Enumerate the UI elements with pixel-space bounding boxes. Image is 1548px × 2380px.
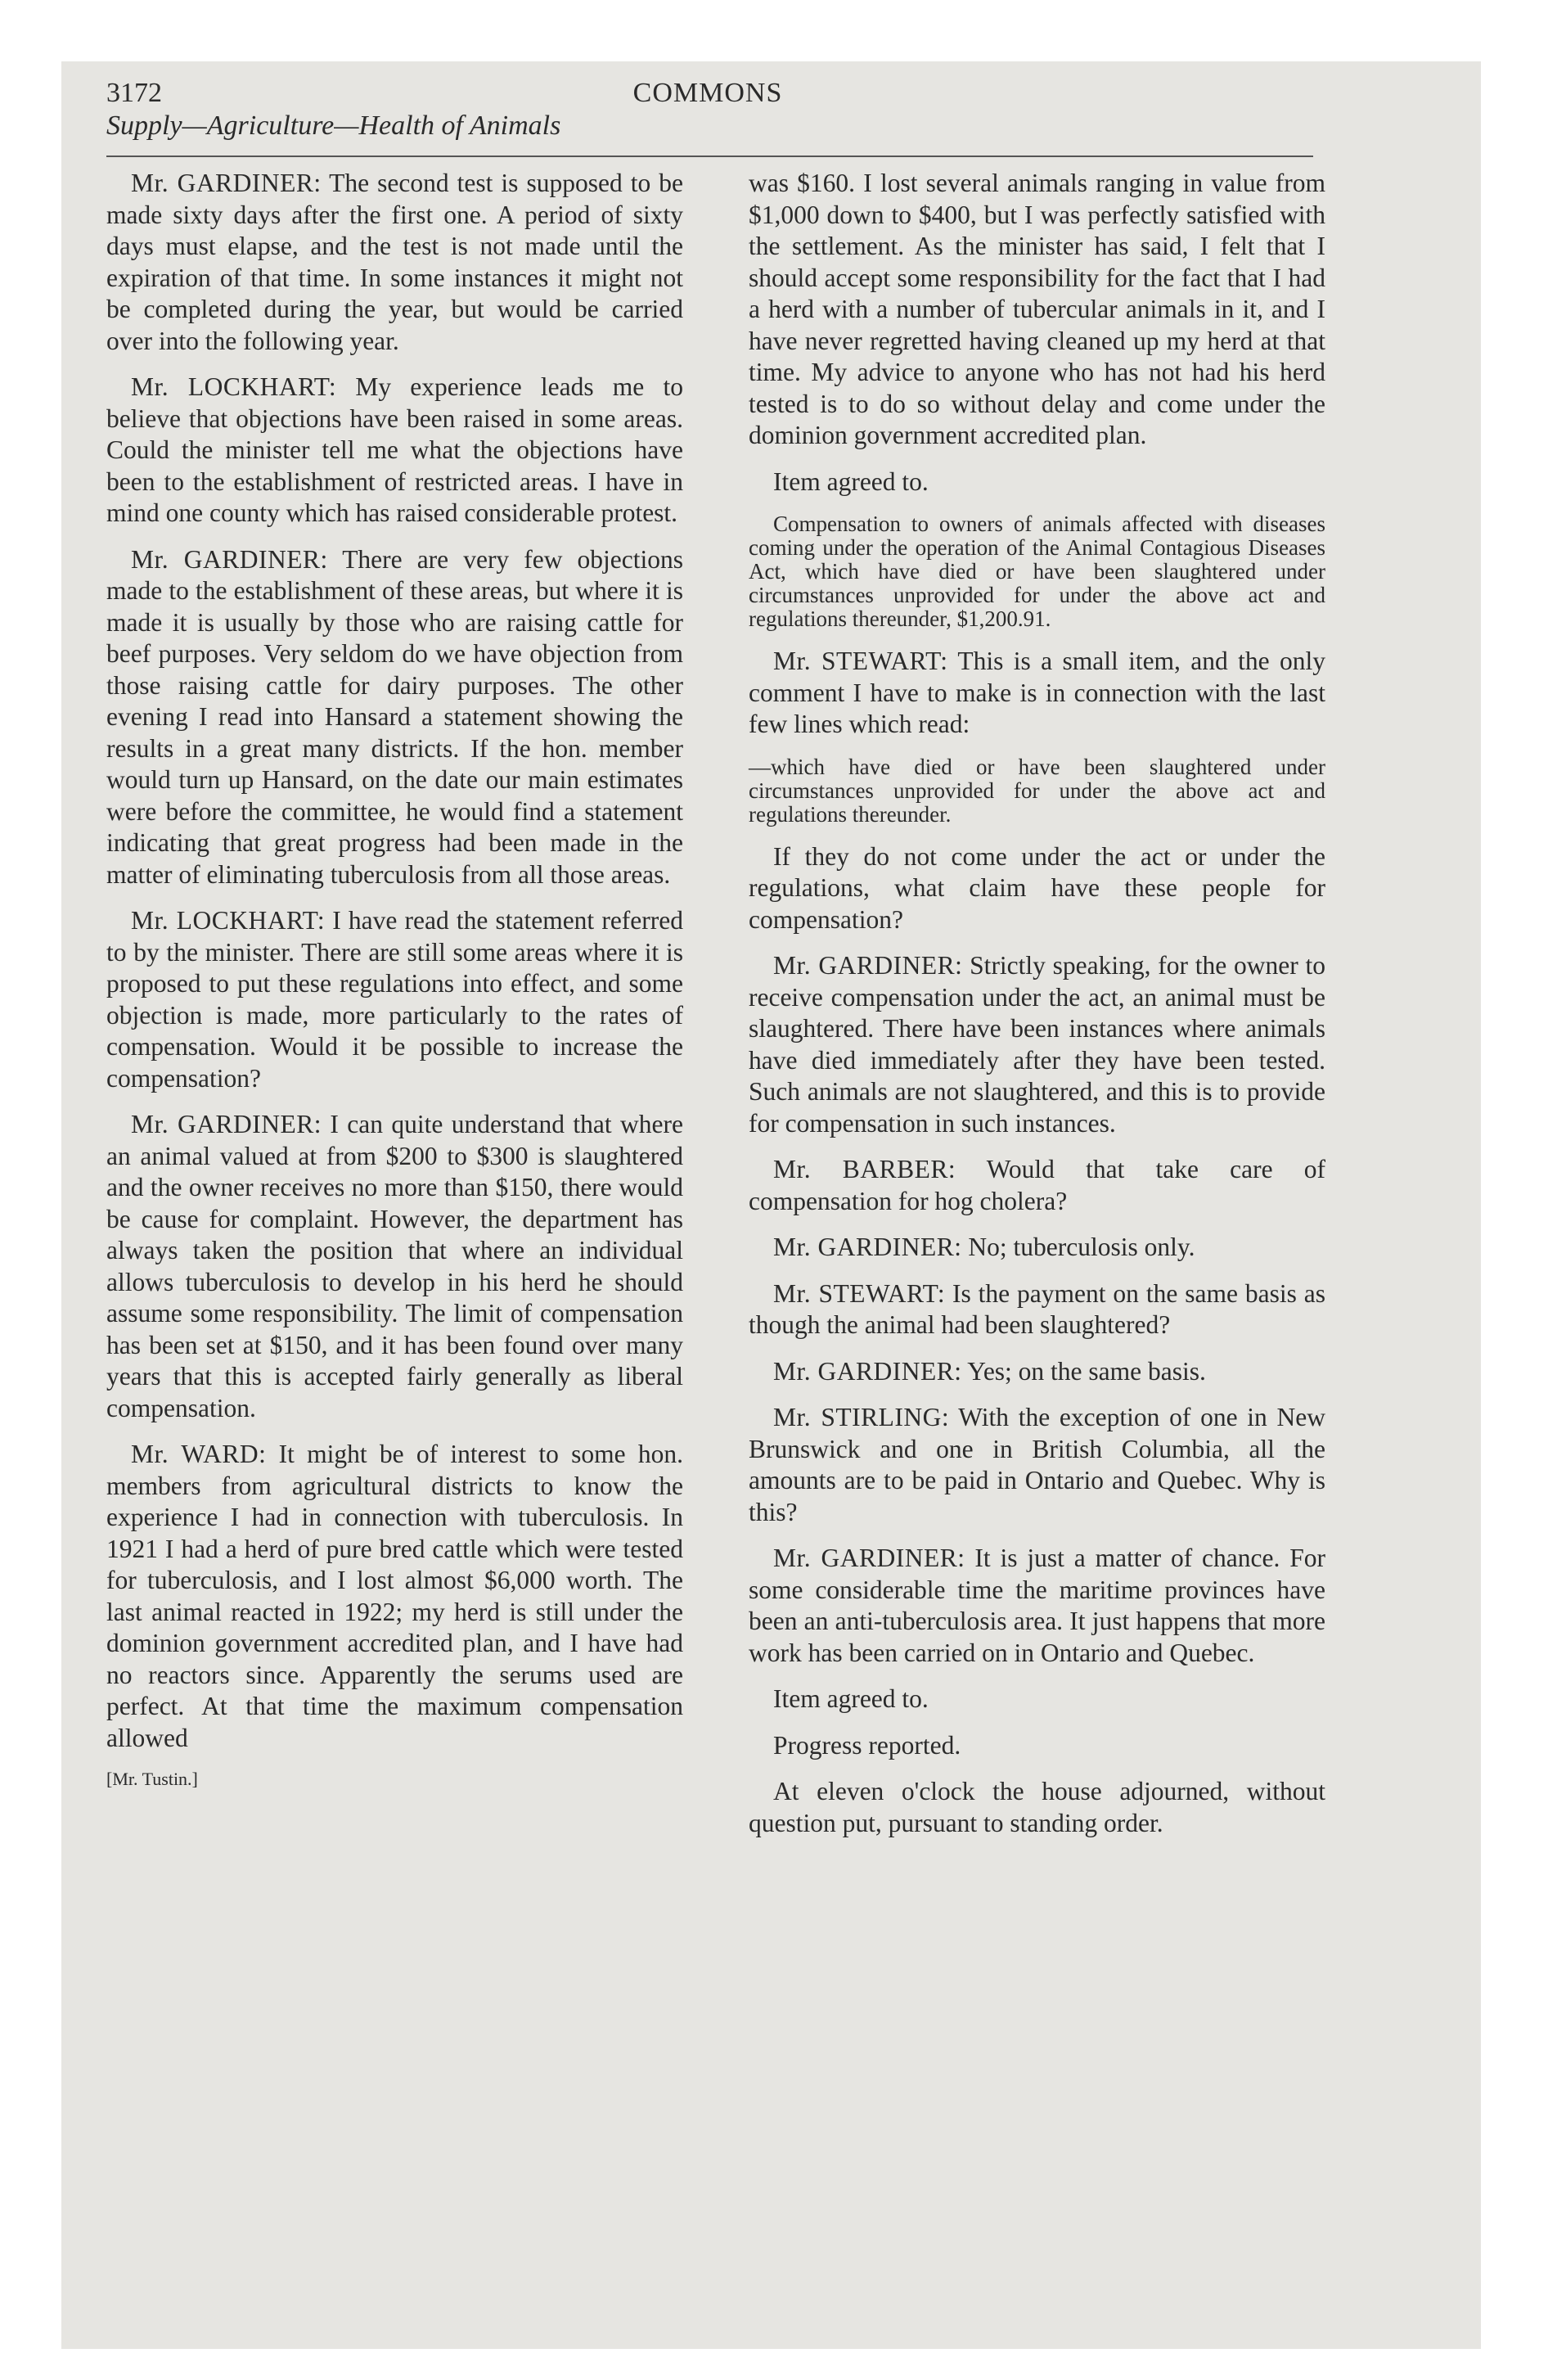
paragraph <box>749 841 1325 936</box>
paragraph-text: —which have died or have been slaughtered under circumstances unprovided for under the above act and regulations thereunder. <box>749 754 1325 827</box>
speaker-name: Mr. GARDINER: <box>773 1356 962 1386</box>
left-column <box>106 168 683 1790</box>
paragraph-text: If they do not come under the act or under the regulations, what claim have these people for compensation? <box>749 841 1325 934</box>
speech-paragraph <box>749 646 1325 741</box>
speaker-name: Mr. LOCKHART: <box>131 372 337 401</box>
journal-title: COMMONS <box>632 78 783 108</box>
paragraph <box>749 1776 1325 1839</box>
speaker-name: Mr. GARDINER: <box>773 1233 962 1261</box>
paragraph-text: Yes; on the same basis. <box>961 1356 1206 1386</box>
quoted-item <box>749 755 1325 827</box>
speaker-name: Mr. GARDINER: <box>131 544 328 574</box>
paragraph <box>749 168 1325 452</box>
paragraph-text: Item agreed to. <box>773 1684 929 1713</box>
speech-paragraph <box>749 1402 1325 1528</box>
paragraph-text: Compensation to owners of animals affected with diseases coming under the operation of the Animal Contagious Diseases Act, which have died or have been slaughtered under circumstances unprovided for under the above act and regulations thereunder, $1,200.91. <box>749 512 1325 631</box>
paragraph-text: I can quite understand that where an animal valued at from $200 to $300 is slaughtered and the owner receives no more than $150, there would be cause for complaint. However, the department has always taken the position that where an individual allows tuberculosis to develop in his herd he should assume some responsibility. The limit of compensation has been set at $150, and it has been found over many years that this is accepted fairly generally as liberal compensation. <box>106 1110 683 1422</box>
paragraph <box>749 467 1325 498</box>
paragraph-text: I have read the statement referred to by the minister. There are still some areas where it is proposed to put these regulations into effect, and some objection is made, more particularly to the rates of compensation. Would it be possible to increase the compensation? <box>106 906 683 1093</box>
speaker-name: Mr. GARDINER: <box>773 951 963 980</box>
speaker-name: Mr. STIRLING: <box>773 1403 950 1431</box>
footer-note: [Mr. Tustin.] <box>106 1769 198 1789</box>
speech-paragraph <box>749 1356 1325 1388</box>
paragraph <box>749 1684 1325 1715</box>
speech-paragraph <box>106 168 683 357</box>
speaker-name: Mr. BARBER: <box>773 1155 956 1183</box>
paragraph-text: There are very few objections made to the establishment of these areas, but where it is made it is usually by those who are raising cattle for beef purposes. Very seldom do we have objection from those raising cattle for dairy purposes. The other evening I read into Hansard a statement showing the results in a great many districts. If the hon. member would turn up Hansard, on the date our main estimates were before the committee, he would find a statement indicating that great progress had been made in the matter of eliminating tuberculosis from all those areas. <box>106 544 683 889</box>
speech-paragraph <box>749 1232 1325 1264</box>
paragraph-text: It is just a matter of chance. For some considerable time the maritime provinces have been an anti-tuberculosis area. It just happens that more work has been carried on in Ontario and Quebec. <box>749 1544 1325 1667</box>
speech-paragraph <box>749 1543 1325 1669</box>
speech-paragraph <box>749 1278 1325 1341</box>
speech-paragraph <box>106 905 683 1094</box>
speech-paragraph <box>749 950 1325 1139</box>
paragraph-text: Strictly speaking, for the owner to receive compensation under the act, an animal must be slaughtered. There have been instances where animals have died immediately after they have been tested. Such animals are not slaughtered, and this is to provide for compensation in such instances. <box>749 951 1326 1138</box>
speech-paragraph <box>106 1439 683 1754</box>
speech-paragraph <box>749 1154 1325 1217</box>
paragraph-text: Is the payment on the same basis as though the animal had been slaughtered? <box>749 1278 1325 1339</box>
page-number: 3172 <box>106 78 162 108</box>
quoted-item <box>749 512 1325 631</box>
speaker-name: Mr. STEWART: <box>773 1278 946 1308</box>
header-rule <box>106 156 1313 157</box>
speech-paragraph <box>106 372 683 530</box>
speech-paragraph <box>106 1109 683 1424</box>
speaker-name: Mr. GARDINER: <box>131 1110 322 1138</box>
paragraph-text: No; tuberculosis only. <box>961 1233 1195 1261</box>
paragraph <box>749 1730 1325 1762</box>
page-header <box>106 78 1309 176</box>
paragraph-text: It might be of interest to some hon. members from agricultural districts to know the experience I had in connection with tuberculosis. In 1921 I had a herd of pure bred cattle which were tested for tuberculosis, and I lost almost $6,000 worth. The last animal reacted in 1922; my herd is still under the dominion government accredited plan, and I have had no reactors since. Apparently the serums used are perfect. At that time the maximum compensation allowed <box>106 1440 683 1752</box>
running-head: Supply—Agriculture—Health of Animals <box>106 110 561 141</box>
speaker-name: Mr. GARDINER: <box>773 1544 965 1572</box>
paragraph-text: Progress reported. <box>773 1730 961 1760</box>
paragraph-text: With the exception of one in New Brunswick and one in British Columbia, all the amounts are to be paid in Ontario and Quebec. Why is this? <box>749 1403 1325 1526</box>
paragraph-text: The second test is supposed to be made sixty days after the first one. A period of sixty days must elapse, and the test is not made until the expiration of that time. In some instances it might not be completed during the year, but would be carried over into the following year. <box>106 169 683 355</box>
paragraph-text: My experience leads me to believe that objections have been raised in some areas. Could the minister tell me what the objections have been to the establishment of restricted areas. I have in mind one county which has raised considerable protest. <box>106 372 683 527</box>
paragraph-text: Would that take care of compensation for hog cholera? <box>749 1155 1326 1215</box>
right-column <box>749 168 1325 1854</box>
paragraph-text: This is a small item, and the only comment I have to make is in connection with the last few lines which read: <box>749 647 1326 738</box>
speaker-name: Mr. GARDINER: <box>131 169 322 197</box>
paragraph-text: Item agreed to. <box>773 467 929 496</box>
speaker-name: Mr. STEWART: <box>773 647 948 675</box>
paragraph-text: was $160. I lost several animals ranging in value from $1,000 down to $400, but I was perfectly satisfied with the settlement. As the minister has said, I felt that I should accept some responsibility for the fact that I had a herd with a number of tubercular animals in it, and I have never regretted having cleaned up my herd at that time. My advice to anyone who has not had his herd tested is to do so without delay and come under the dominion government accredited plan. <box>749 169 1325 449</box>
speech-paragraph <box>106 544 683 891</box>
speaker-name: Mr. LOCKHART: <box>131 906 326 935</box>
speaker-name: Mr. WARD: <box>131 1440 267 1468</box>
paragraph-text: At eleven o'clock the house adjourned, without question put, pursuant to standing order. <box>749 1777 1325 1837</box>
